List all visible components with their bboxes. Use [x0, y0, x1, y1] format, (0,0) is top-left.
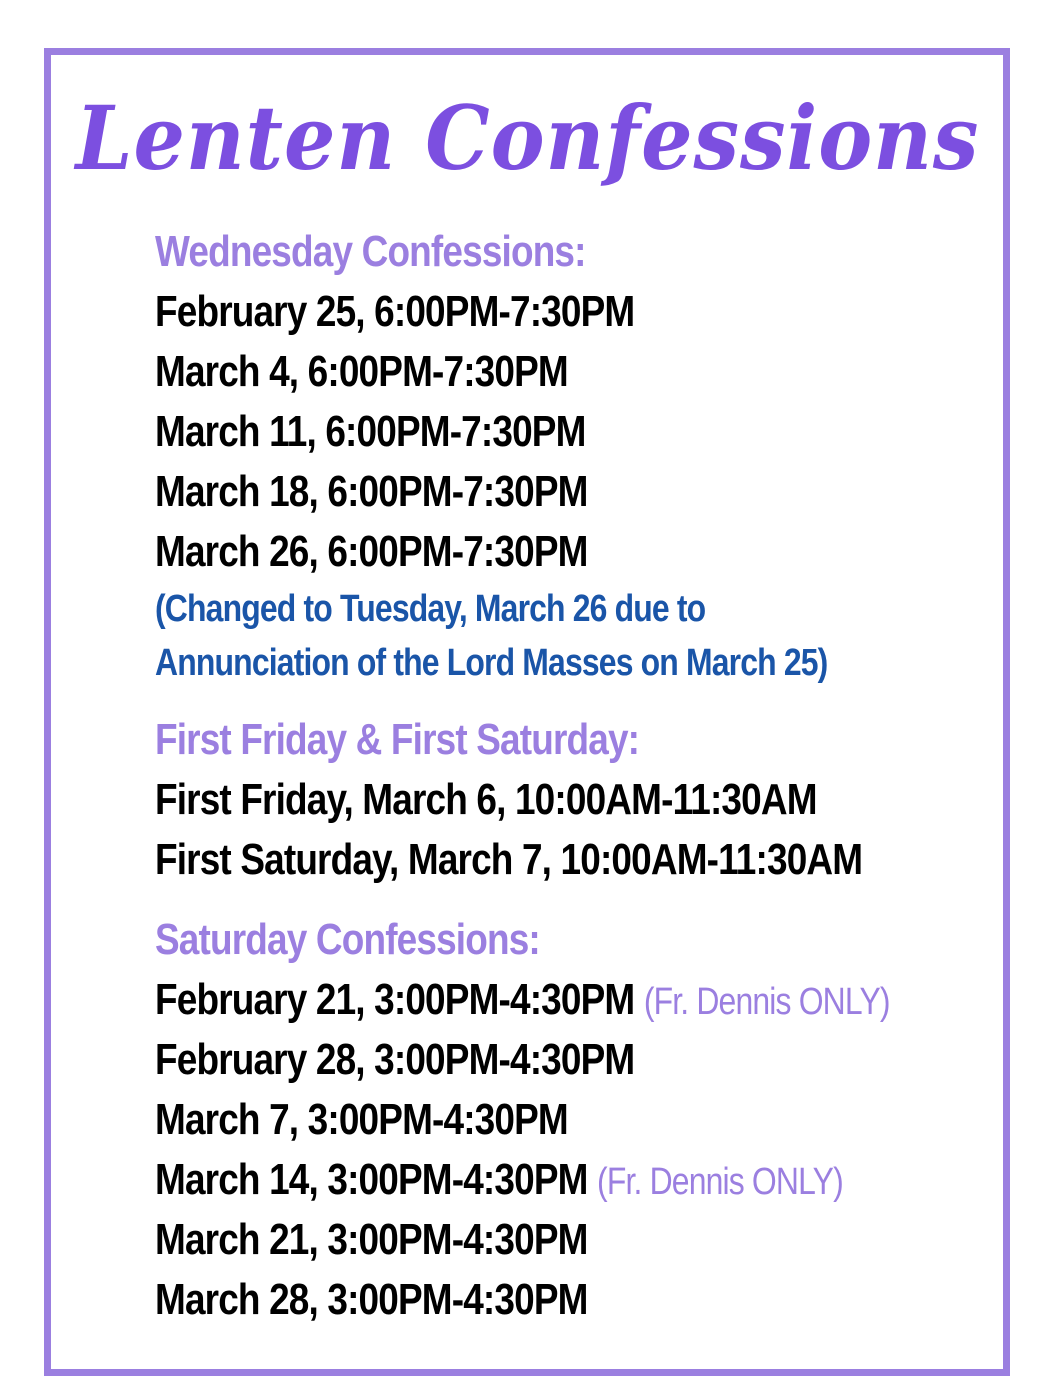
schedule-entry: [155, 1030, 844, 1090]
schedule-entry-text: March 21, 3:00PM-4:30PM: [155, 1215, 588, 1264]
page-title: Lenten Confessions: [75, 86, 980, 190]
priest-note: (Fr. Dennis ONLY): [597, 1161, 843, 1203]
schedule-entry: [155, 1270, 844, 1330]
schedule-entry: [155, 1150, 844, 1210]
wednesday-section: [155, 222, 975, 690]
schedule-entry-text: February 21, 3:00PM-4:30PM: [155, 975, 635, 1024]
schedule-entry-text: March 14, 3:00PM-4:30PM: [155, 1155, 588, 1204]
schedule-entry-text: March 28, 3:00PM-4:30PM: [155, 1275, 588, 1324]
schedule-entry: March 11, 6:00PM-7:30PM: [155, 407, 586, 456]
priest-note: (Fr. Dennis ONLY): [643, 981, 890, 1023]
schedule-entry: February 25, 6:00PM-7:30PM: [155, 287, 635, 336]
schedule-entry-text: March 7, 3:00PM-4:30PM: [155, 1095, 568, 1144]
section-heading-first-friday-saturday: First Friday & First Saturday:: [155, 715, 640, 764]
section-heading-saturday: Saturday Confessions:: [155, 915, 540, 964]
schedule-entry-text: February 28, 3:00PM-4:30PM: [155, 1035, 635, 1084]
schedule-entry: First Friday, March 6, 10:00AM-11:30AM: [155, 775, 817, 824]
schedule-entry: [155, 970, 890, 1030]
schedule-entry: [155, 1090, 844, 1150]
first-friday-saturday-section: [155, 710, 975, 890]
schedule-entry: [155, 1210, 844, 1270]
schedule-change-note: Annunciation of the Lord Masses on March 25): [155, 642, 828, 684]
schedule-entry: March 18, 6:00PM-7:30PM: [155, 467, 588, 516]
section-heading-wednesday: Wednesday Confessions:: [155, 227, 586, 276]
schedule-entry: March 4, 6:00PM-7:30PM: [155, 347, 568, 396]
schedule-entry: March 26, 6:00PM-7:30PM: [155, 527, 588, 576]
schedule-change-note: (Changed to Tuesday, March 26 due to: [155, 588, 706, 630]
schedule-content: [155, 222, 975, 1330]
saturday-section: [155, 910, 975, 1330]
schedule-entry: First Saturday, March 7, 10:00AM-11:30AM: [155, 835, 863, 884]
